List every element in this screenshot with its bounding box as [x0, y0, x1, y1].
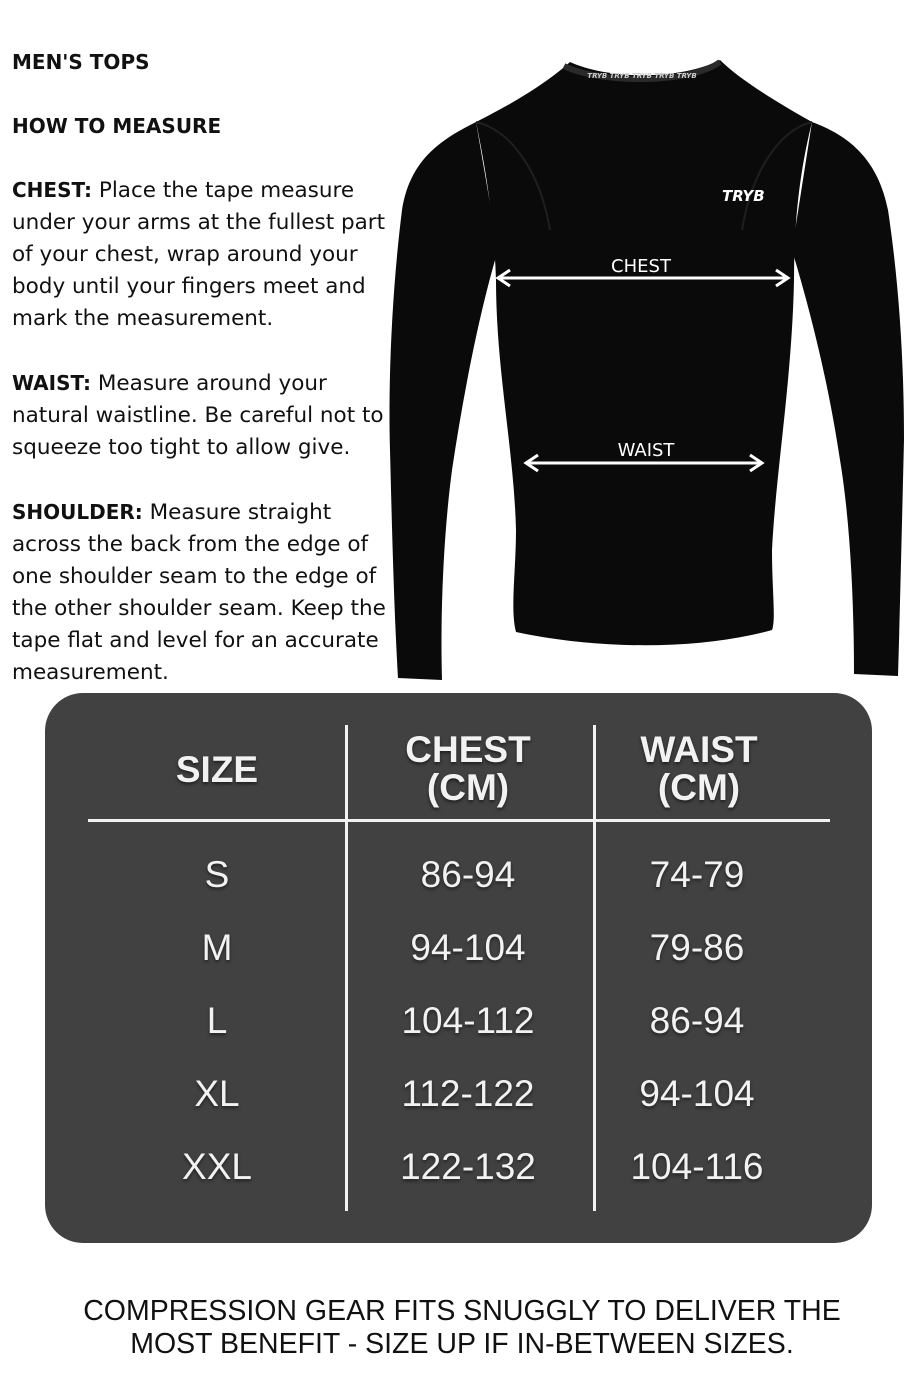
- brand-logo: TRYB: [722, 187, 765, 205]
- waist-cell: 94-104: [639, 1073, 755, 1114]
- shoulder-label: SHOULDER:: [12, 500, 143, 524]
- waist-cell: 74-79: [649, 854, 745, 895]
- chest-marker: CHEST: [611, 256, 671, 277]
- fit-note: [40, 1295, 884, 1361]
- size-cell: S: [204, 854, 230, 895]
- header-chest-line2: (CM): [426, 767, 510, 808]
- size-cell: XL: [194, 1073, 240, 1114]
- header-chest: [348, 731, 588, 807]
- waist-marker: WAIST: [617, 440, 675, 461]
- chest-instructions: [12, 174, 392, 335]
- waist-instructions: [12, 367, 392, 464]
- fit-note-line2: MOST BENEFIT - SIZE UP IF IN-BETWEEN SIZES.: [130, 1328, 794, 1360]
- chest-cell: 86-94: [420, 854, 516, 895]
- right-sleeve: [792, 122, 904, 676]
- measurement-guide: [12, 46, 392, 721]
- shoulder-text: Measure straight across the back from the edge of one shoulder seam to the edge of the other shoulder seam. Keep the tape flat and level for an accurate measurement.: [12, 500, 386, 685]
- chest-text: Place the tape measure under your arms at the fullest part of your chest, wrap around your body until your fingers meet and mark the measurement.: [12, 178, 386, 331]
- header-chest-line1: CHEST: [405, 729, 531, 770]
- shoulder-instructions: [12, 496, 392, 689]
- chest-cell: 122-132: [400, 1146, 536, 1187]
- chest-cell: 112-122: [401, 1073, 535, 1114]
- header-waist-line2: (CM): [657, 767, 741, 808]
- size-chart-table: [45, 693, 872, 1243]
- header-size: SIZE: [175, 749, 259, 790]
- collar-text: TRYB TRYB TRYB TRYB TRYB: [587, 72, 697, 80]
- size-cell: L: [206, 1000, 228, 1041]
- chest-cell: 94-104: [410, 927, 526, 968]
- header-divider: [88, 819, 830, 822]
- fit-note-line1: COMPRESSION GEAR FITS SNUGGLY TO DELIVER THE: [83, 1295, 841, 1327]
- size-cell: XXL: [182, 1146, 252, 1187]
- chest-label: CHEST:: [12, 178, 93, 202]
- shirt-illustration: [380, 50, 920, 690]
- left-sleeve: [390, 122, 499, 680]
- section-title: MEN'S TOPS: [12, 50, 150, 74]
- waist-cell: 79-86: [649, 927, 745, 968]
- guide-subtitle: HOW TO MEASURE: [12, 114, 222, 138]
- size-cell: M: [201, 927, 233, 968]
- chest-cell: 104-112: [401, 1000, 535, 1041]
- waist-cell: 86-94: [649, 1000, 745, 1041]
- header-waist-line1: WAIST: [640, 729, 758, 770]
- torso: [476, 60, 812, 645]
- waist-label: WAIST:: [12, 371, 92, 395]
- waist-cell: 104-116: [630, 1146, 764, 1187]
- waist-text: Measure around your natural waistline. Be careful not to squeeze too tight to allow give.: [12, 371, 384, 460]
- header-waist: [579, 731, 819, 807]
